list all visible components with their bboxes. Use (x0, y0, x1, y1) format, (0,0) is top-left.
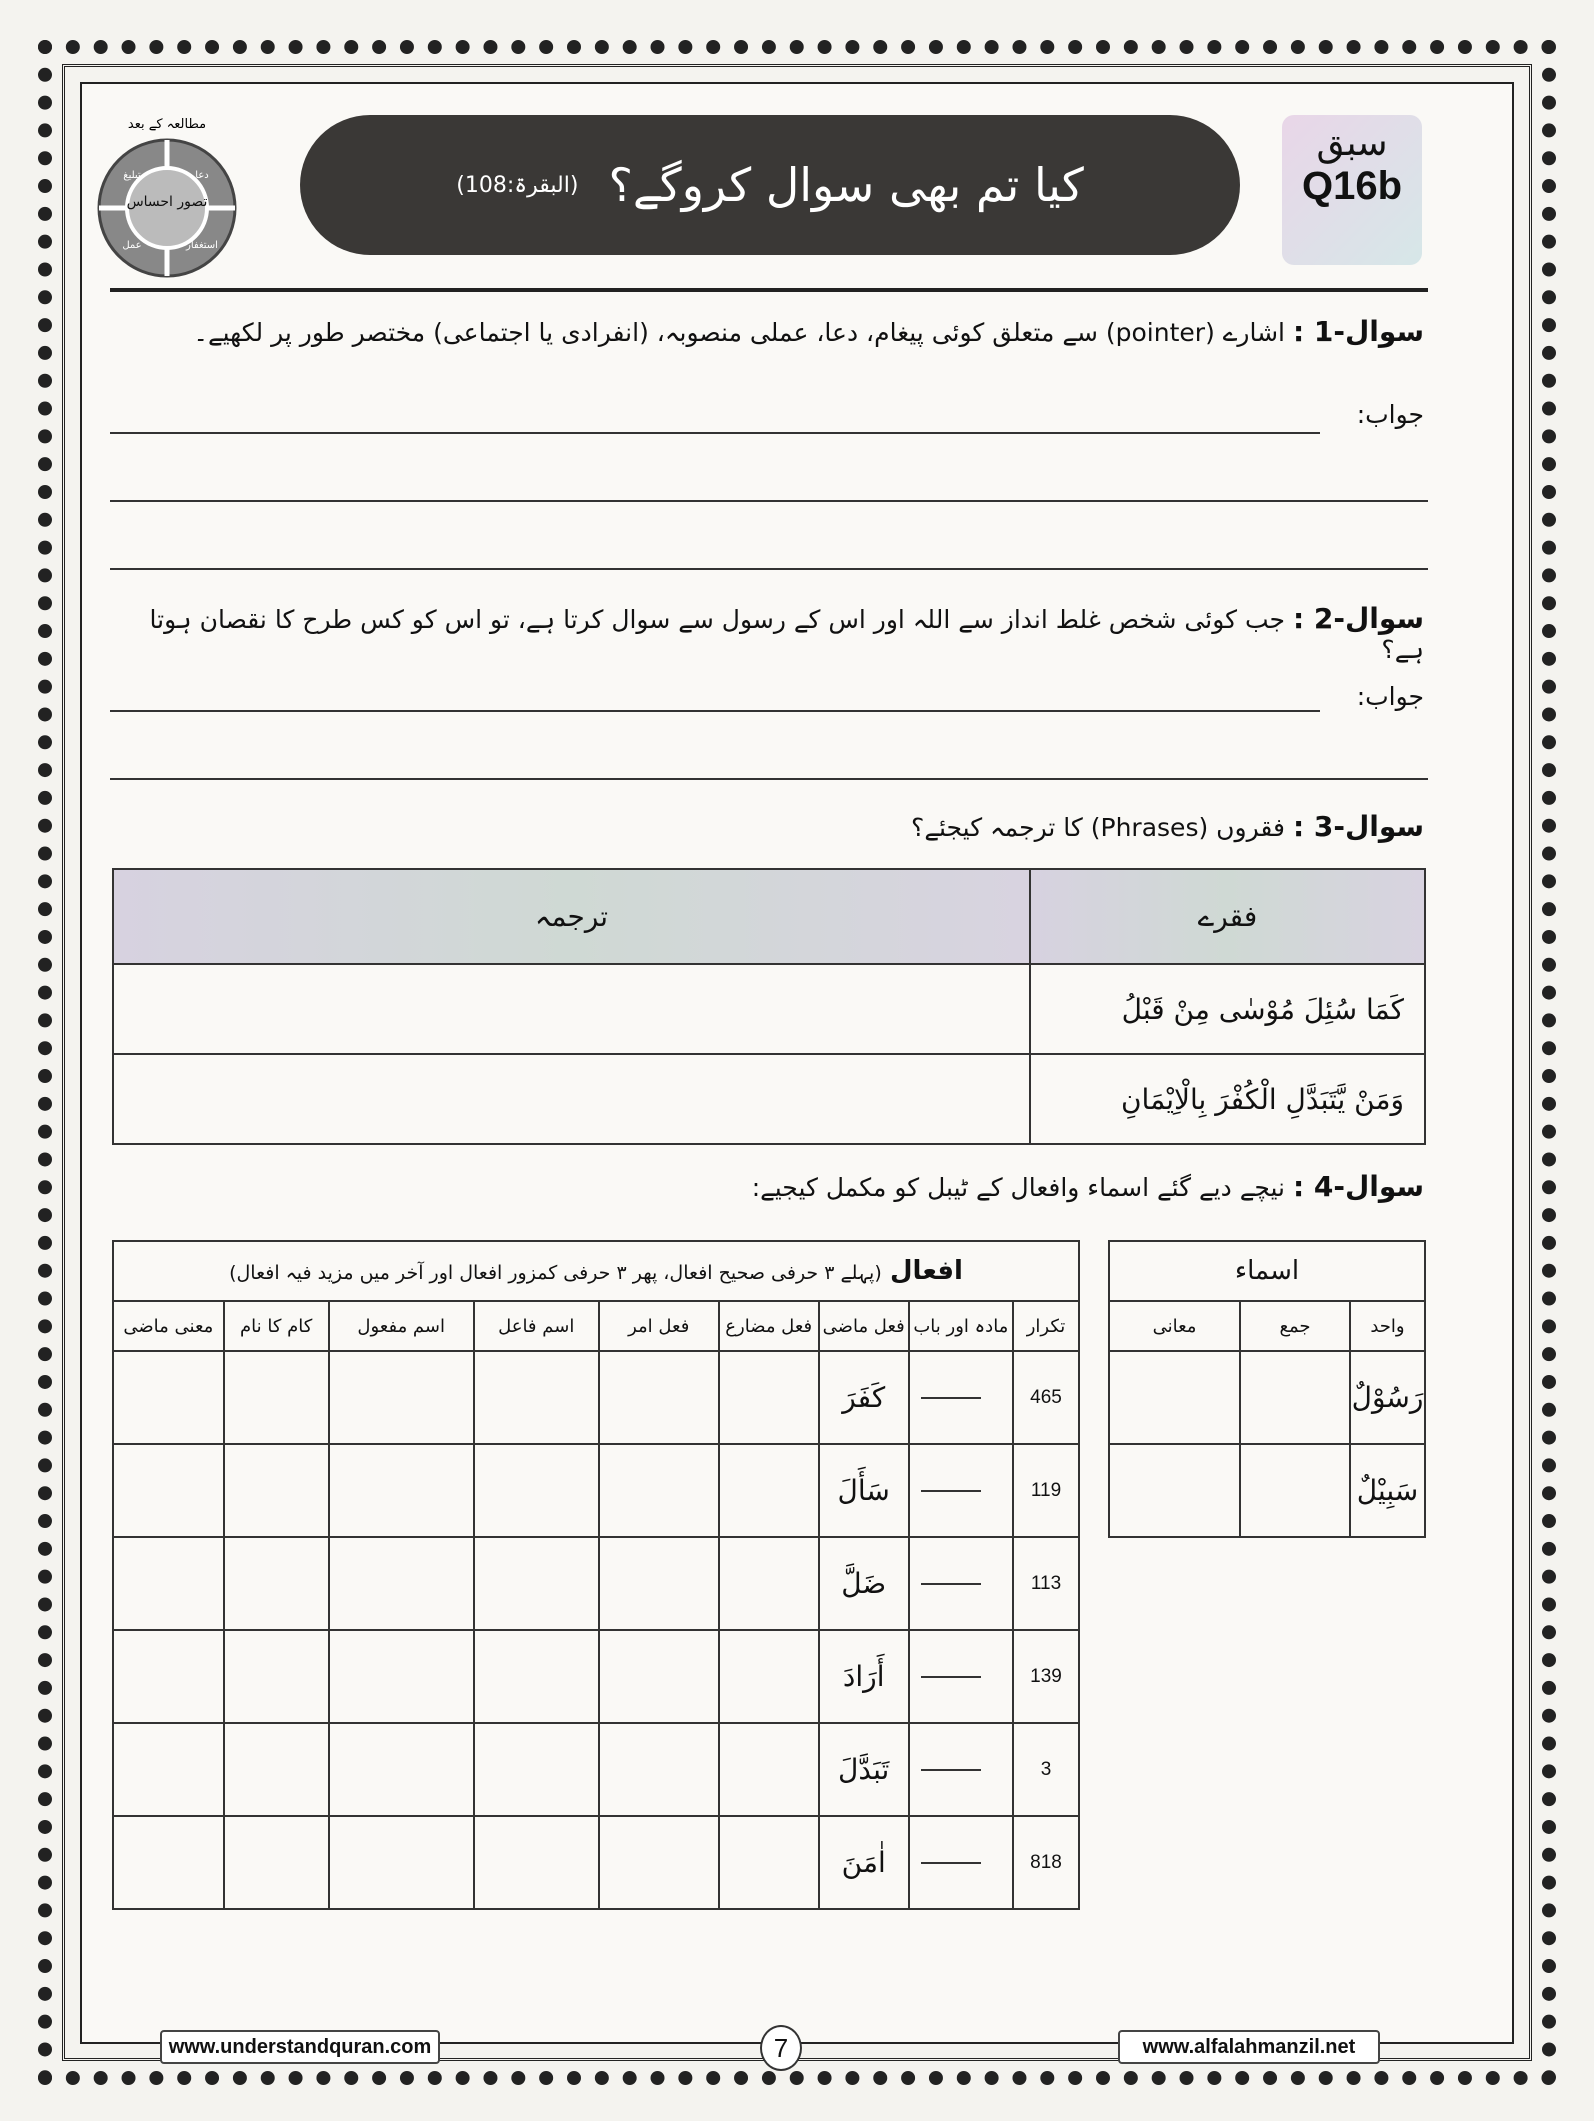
question-label: سوال-1 : (1292, 315, 1424, 348)
answer-label: جواب: (1356, 400, 1424, 429)
header-phrase: فقرے (1030, 869, 1425, 964)
col-header: کام کا نام (224, 1301, 329, 1351)
blank-cell[interactable] (719, 1723, 819, 1816)
root-cell[interactable] (993, 1816, 1013, 1909)
blank-cell[interactable] (599, 1444, 719, 1537)
blank-cell[interactable] (113, 1537, 224, 1630)
blank-cell[interactable] (329, 1816, 474, 1909)
answer-line[interactable] (110, 710, 1320, 712)
blank-cell[interactable] (474, 1816, 599, 1909)
answer-line[interactable] (110, 568, 1428, 570)
verb-row (113, 1630, 1079, 1723)
blank-cell[interactable] (224, 1723, 329, 1816)
blank-cell[interactable] (599, 1351, 719, 1444)
logo-top: مطالعہ کے بعد (127, 117, 207, 132)
count-cell: 139 (1013, 1630, 1079, 1723)
past-verb-cell: أَرَادَ (819, 1630, 909, 1723)
count-cell: 119 (1013, 1444, 1079, 1537)
lesson-label: سبق (1316, 123, 1388, 164)
root-cell[interactable] (993, 1444, 1013, 1537)
bab-cell[interactable] (909, 1816, 993, 1909)
col-header: معنی ماضی (113, 1301, 224, 1351)
count-cell: 465 (1013, 1351, 1079, 1444)
count-cell: 113 (1013, 1537, 1079, 1630)
blank-cell[interactable] (599, 1816, 719, 1909)
col-header: مادہ اور باب (909, 1301, 1013, 1351)
bab-cell[interactable] (909, 1537, 993, 1630)
col-header: فعل امر (599, 1301, 719, 1351)
lesson-badge (1282, 115, 1422, 265)
question-label: سوال-2 : (1292, 602, 1424, 635)
question-text: فقروں (Phrases) کا ترجمہ کیجئے؟ (911, 813, 1285, 842)
blank-cell[interactable] (113, 1351, 224, 1444)
blank-cell[interactable] (599, 1630, 719, 1723)
blank-cell[interactable] (329, 1630, 474, 1723)
noun-cell: رَسُوْلٌ (1350, 1351, 1425, 1444)
question-1 (110, 315, 1424, 348)
root-cell[interactable] (993, 1630, 1013, 1723)
past-verb-cell: اٰمَنَ (819, 1816, 909, 1909)
blank-cell[interactable] (329, 1444, 474, 1537)
question-text: نیچے دیے گئے اسماء وافعال کے ٹیبل کو مکمل کیجیے: (751, 1173, 1285, 1202)
verbs-title-text: افعال (890, 1256, 963, 1286)
question-label: سوال-3 : (1292, 810, 1424, 843)
page-title: کیا تم بھی سوال کروگے؟ (608, 158, 1084, 212)
blank-cell[interactable] (719, 1630, 819, 1723)
blank-cell[interactable] (224, 1444, 329, 1537)
col-header: تکرار (1013, 1301, 1079, 1351)
nouns-title: اسماء (1109, 1241, 1425, 1301)
blank-cell[interactable] (329, 1723, 474, 1816)
question-4 (110, 1170, 1424, 1203)
nouns-table (1108, 1240, 1426, 1538)
past-verb-cell: ضَلَّ (819, 1537, 909, 1630)
translation-cell[interactable] (113, 1054, 1030, 1144)
blank-cell[interactable] (329, 1351, 474, 1444)
verb-row (113, 1444, 1079, 1537)
verb-row (113, 1723, 1079, 1816)
answer-line[interactable] (110, 778, 1428, 780)
blank-cell[interactable] (329, 1537, 474, 1630)
blank-cell[interactable] (224, 1351, 329, 1444)
logo-segment: استغفار (186, 240, 218, 251)
col-header: فعل مضارع (719, 1301, 819, 1351)
col-header: اسم فاعل (474, 1301, 599, 1351)
root-cell[interactable] (993, 1351, 1013, 1444)
blank-cell[interactable] (599, 1723, 719, 1816)
blank-cell[interactable] (474, 1351, 599, 1444)
count-cell: 818 (1013, 1816, 1079, 1909)
logo-segment: عمل (122, 240, 142, 251)
question-text: جب کوئی شخص غلط انداز سے اللہ اور اس کے رسول سے سوال کرتا ہے، تو اس کو کس طرح کا نقصان ہوتا ہے؟ (149, 605, 1424, 664)
phrase-cell: وَمَنْ يَّتَبَدَّلِ الْكُفْرَ بِالْاِيْمَانِ (1030, 1054, 1425, 1144)
col-header: جمع (1240, 1301, 1350, 1351)
phrases-table (112, 868, 1426, 1145)
footer-left-url[interactable]: www.understandquran.com (160, 2030, 440, 2064)
blank-cell[interactable] (719, 1816, 819, 1909)
question-3 (110, 810, 1424, 843)
phrase-cell: كَمَا سُئِلَ مُوْسٰى مِنْ قَبْلُ (1030, 964, 1425, 1054)
noun-cell: سَبِيْلٌ (1350, 1444, 1425, 1537)
logo-diagram (92, 108, 242, 288)
blank-cell[interactable] (599, 1537, 719, 1630)
plural-cell[interactable] (1240, 1444, 1350, 1537)
question-text: اشارے (pointer) سے متعلق کوئی پیغام، دعا، عملی منصوبہ، (انفرادی یا اجتماعی) مختصر طور پر لکھیے۔ (193, 318, 1285, 347)
header-translation: ترجمہ (113, 869, 1030, 964)
bab-cell[interactable] (909, 1630, 993, 1723)
blank-cell[interactable] (113, 1816, 224, 1909)
logo-segment: دعا (195, 170, 209, 181)
bab-cell[interactable] (909, 1444, 993, 1537)
blank-cell[interactable] (719, 1537, 819, 1630)
blank-cell[interactable] (474, 1723, 599, 1816)
footer-right-url[interactable]: www.alfalahmanzil.net (1118, 2030, 1380, 2064)
question-label: سوال-4 : (1292, 1170, 1424, 1203)
blank-cell[interactable] (113, 1630, 224, 1723)
col-header: واحد (1350, 1301, 1425, 1351)
blank-cell[interactable] (113, 1444, 224, 1537)
root-cell[interactable] (993, 1537, 1013, 1630)
meaning-cell[interactable] (1109, 1444, 1240, 1537)
blank-cell[interactable] (474, 1630, 599, 1723)
bab-cell[interactable] (909, 1351, 993, 1444)
verb-row (113, 1537, 1079, 1630)
blank-cell[interactable] (224, 1537, 329, 1630)
plural-cell[interactable] (1240, 1351, 1350, 1444)
col-header: اسم مفعول (329, 1301, 474, 1351)
title-reference: (البقرۃ:108) (456, 172, 579, 198)
count-cell: 3 (1013, 1723, 1079, 1816)
answer-line[interactable] (110, 500, 1428, 502)
blank-cell[interactable] (113, 1723, 224, 1816)
verbs-subtitle: (پہلے ۳ حرفی صحیح افعال، پھر ۳ حرفی کمزور افعال اور آخر میں مزید فیہ افعال) (229, 1262, 882, 1284)
verbs-title (113, 1241, 1079, 1301)
blank-cell[interactable] (224, 1630, 329, 1723)
logo-segment: تبلیغ (123, 170, 141, 181)
blank-cell[interactable] (474, 1537, 599, 1630)
meaning-cell[interactable] (1109, 1351, 1240, 1444)
verbs-table (112, 1240, 1080, 1910)
col-header: معانی (1109, 1301, 1240, 1351)
page-number: 7 (760, 2025, 802, 2071)
answer-line[interactable] (110, 432, 1320, 434)
lesson-code: Q16b (1301, 164, 1403, 208)
blank-cell[interactable] (719, 1351, 819, 1444)
past-verb-cell: كَفَرَ (819, 1351, 909, 1444)
verb-row (113, 1351, 1079, 1444)
past-verb-cell: تَبَدَّلَ (819, 1723, 909, 1816)
blank-cell[interactable] (719, 1444, 819, 1537)
root-cell[interactable] (993, 1723, 1013, 1816)
title-banner (300, 115, 1240, 255)
translation-cell[interactable] (113, 964, 1030, 1054)
col-header: فعل ماضی (819, 1301, 909, 1351)
verb-row (113, 1816, 1079, 1909)
question-2 (110, 602, 1424, 664)
answer-label: جواب: (1356, 682, 1424, 711)
header-divider (110, 288, 1428, 292)
past-verb-cell: سَأَلَ (819, 1444, 909, 1537)
bab-cell[interactable] (909, 1723, 993, 1816)
logo-center: تصور احساس (126, 194, 208, 210)
blank-cell[interactable] (474, 1444, 599, 1537)
blank-cell[interactable] (224, 1816, 329, 1909)
